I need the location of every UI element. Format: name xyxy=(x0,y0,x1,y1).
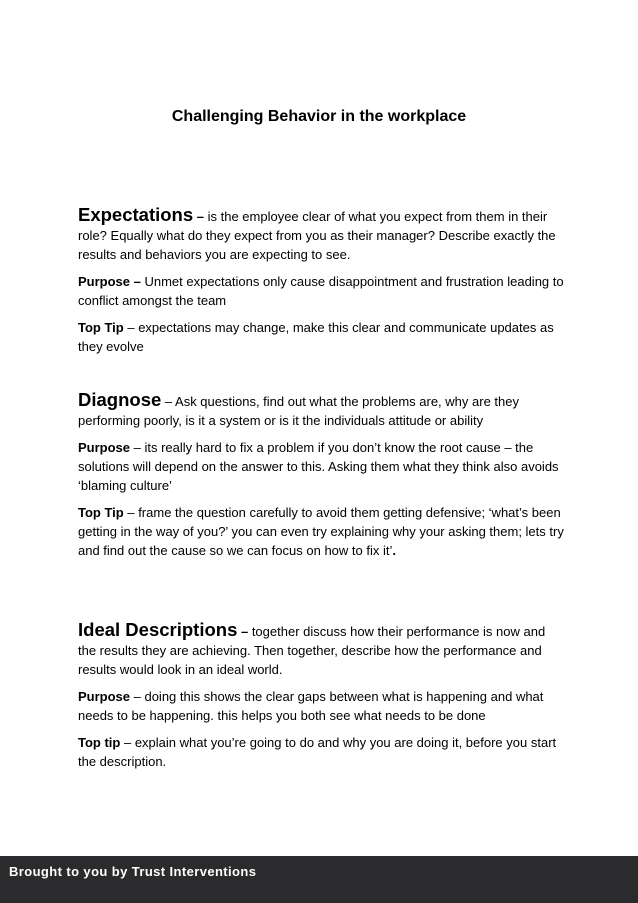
purpose-paragraph xyxy=(78,687,564,725)
purpose-text: – doing this shows the clear gaps between what is happening and what needs to be happening. this helps you both see what needs to be done xyxy=(78,689,544,723)
intro-text: together discuss how their performance is now and the results they are achieving. Then together, describe how the performance and results would look in an ideal world. xyxy=(78,624,546,677)
top-tip-text: – explain what you’re going to do and why you are doing it, before you start the description. xyxy=(78,735,557,769)
page-title: Challenging Behavior in the workplace xyxy=(171,108,467,125)
purpose-paragraph xyxy=(78,438,564,495)
section-intro xyxy=(78,619,564,679)
purpose-text: – its really hard to fix a problem if you don’t know the root cause – the solutions will depend on the answer to this. Asking them what they think also avoids ‘blaming culture’ xyxy=(78,440,559,493)
top-tip-label: Top Tip xyxy=(78,505,124,520)
heading-separator: – xyxy=(237,624,249,639)
intro-text: – Ask questions, find out what the problems are, why are they performing poorly, is it a system or is it the individuals attitude or ability xyxy=(78,394,519,428)
top-tip-text: – expectations may change, make this clear and communicate updates as they evolve xyxy=(78,320,554,354)
section-expectations xyxy=(78,204,564,364)
purpose-label: Purpose xyxy=(78,689,131,704)
purpose-paragraph xyxy=(78,272,564,310)
top-tip-paragraph xyxy=(78,733,564,771)
footer-text: Brought to you by Trust Interventions xyxy=(9,864,257,879)
top-tip-label: Top tip xyxy=(78,735,121,750)
intro-text: is the employee clear of what you expect from them in their role? Equally what do they expect from you as their manager? Describe exactly the results and behaviors you are expecting to see. xyxy=(78,209,556,262)
section-heading: Ideal Descriptions xyxy=(78,619,238,640)
section-heading: Diagnose xyxy=(78,389,162,410)
top-tip-paragraph xyxy=(78,318,564,356)
purpose-text: Unmet expectations only cause disappointment and frustration leading to conflict amongst the team xyxy=(78,274,564,308)
section-heading: Expectations xyxy=(78,204,194,225)
section-intro xyxy=(78,389,564,430)
top-tip-text: – frame the question carefully to avoid them getting defensive; ‘what’s been getting in the way of you?’ you can even try explaining why your asking them; lets try and find out the cause so we can focus on how to fix it’ xyxy=(78,505,564,558)
section-diagnose xyxy=(78,389,564,568)
top-tip-paragraph xyxy=(78,503,564,560)
top-tip-end: . xyxy=(392,543,396,558)
top-tip-label: Top Tip xyxy=(78,320,124,335)
purpose-label: Purpose – xyxy=(78,274,141,289)
heading-separator: – xyxy=(193,209,204,224)
footer-bar xyxy=(0,856,638,903)
purpose-label: Purpose xyxy=(78,440,131,455)
section-intro xyxy=(78,204,564,264)
section-ideal-descriptions xyxy=(78,619,564,779)
